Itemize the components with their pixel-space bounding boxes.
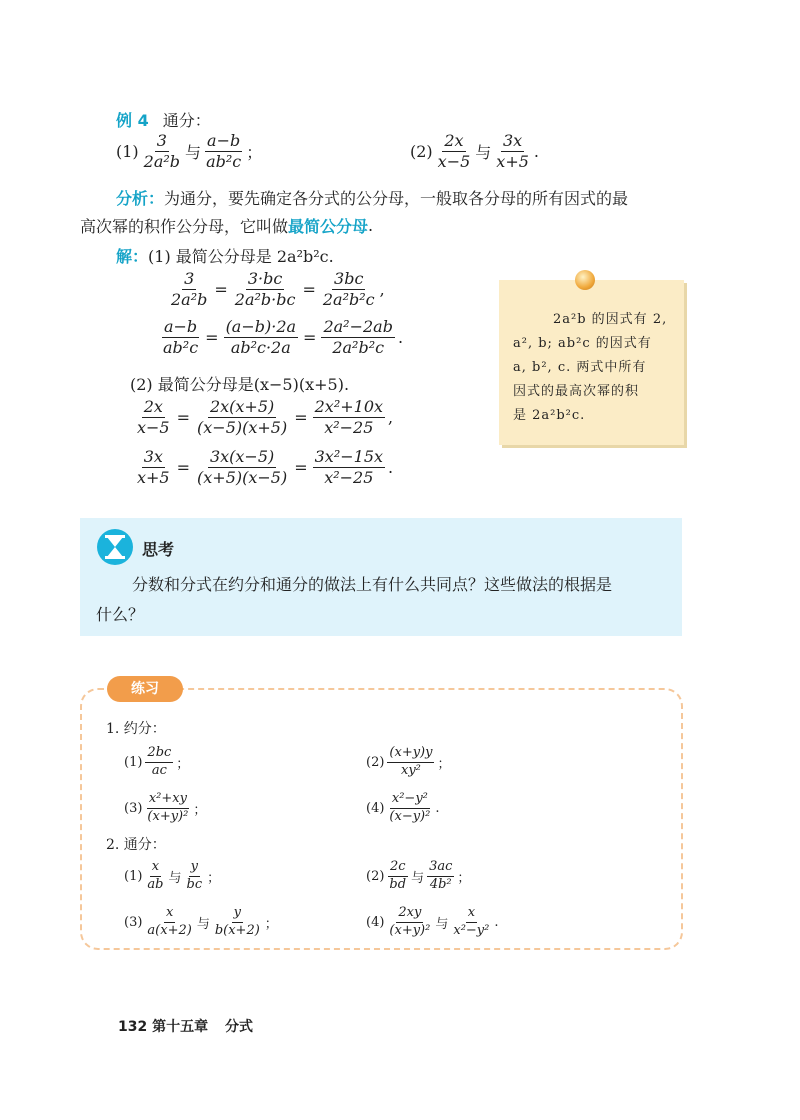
example-label: 例 4 — [116, 111, 149, 130]
section-title: 分式 — [224, 1019, 253, 1035]
equation-4: $\frac{3x}{x+5}$ = $\frac{3x(x-5)}{(x+5)(x-5)}$ = $\frac{\text{3x²−15x}}{\text{x²−25}}$ . — [137, 447, 394, 488]
note-line: a², b; ab²c 的因式有 — [513, 336, 652, 351]
analysis-line-1: 分析： 为通分，要先确定各分式的公分母，一般取各分母的所有因式的最 — [116, 186, 628, 209]
practice-2-4: (4) $\frac{2xy}{\text{(x+y)²}}$ 与 $\frac{x}{\text{x²−y²}}$ . — [366, 905, 499, 938]
practice-item-2: 2. 通分： — [106, 837, 166, 853]
practice-2-2: (2) $\frac{2c}{bd}$ 与 $\frac{3ac}{\text{4b²}}$ ； — [366, 859, 471, 892]
equation-1: $\frac{3}{\text{2a²b}}$ = $\frac{3\cdot bc}{\text{2a²b·bc}}$ = $\frac{3bc}{\text{2a²b²c}}$ , — [171, 269, 385, 310]
analysis-line-2: 高次幂的积作公分母，它叫做 最简公分母 . — [80, 216, 374, 236]
equation-2: $\frac{a-b}{\text{ab²c}}$ = $\frac{(a-b)\cdot 2a}{\text{ab²c·2a}}$ = $\frac{\text{2a²−2ab}}{\text{2a²b²c}}$ . — [163, 317, 404, 358]
fraction: $\frac{2x}{x-5}$ — [437, 131, 471, 172]
fraction: $\frac{3x}{x+5}$ — [496, 131, 529, 172]
fraction: $\frac{a-b}{\text{ab²c}}$ — [206, 131, 242, 172]
key-term: 最简公分母 — [288, 217, 369, 236]
chapter-title: 第十五章 — [152, 1019, 209, 1035]
think-text-line-2: 什么？ — [96, 605, 145, 624]
solution-label: 解： — [116, 247, 149, 266]
pushpin-icon — [575, 270, 595, 290]
practice-1-2: (2) $\frac{(x+y)y}{\text{xy²}}$ ； — [366, 745, 451, 778]
example-question-2: (2) $\frac{2x}{x-5}$ 与 $\frac{3x}{x+5}$ . — [410, 131, 539, 172]
fraction: $\frac{3}{\text{2a²b}}$ — [143, 131, 181, 172]
think-text-line-1: 分数和分式在约分和通分的做法上有什么共同点？这些做法的根据是 — [132, 575, 613, 594]
think-title: 思考 — [142, 540, 175, 559]
practice-badge: 练习 — [107, 676, 183, 702]
practice-2-1: (1) $\frac{x}{ab}$ 与 $\frac{y}{bc}$ ； — [124, 859, 221, 892]
page-number: 132 — [118, 1019, 148, 1035]
note-line: 是 2a²b²c. — [513, 408, 586, 423]
practice-1-4: (4) $\frac{\text{x²−y²}}{\text{(x−y)²}}$ . — [366, 791, 440, 824]
note-line: 因式的最高次幂的积 — [513, 384, 640, 399]
practice-1-3: (3) $\frac{\text{x²+xy}}{\text{(x+y)²}}$ ； — [124, 791, 207, 824]
note-line: 2a²b 的因式有 2, — [553, 312, 668, 327]
solution-step-1: 解： (1) 最简公分母是 2a²b²c. — [116, 244, 334, 267]
note-line: a, b², c. 两式中所有 — [513, 360, 647, 375]
example-question-1: (1) $\frac{3}{\text{2a²b}}$ 与 $\frac{a-b}{\text{ab²c}}$ ； — [116, 131, 263, 172]
side-note — [499, 280, 684, 445]
example-title: 通分： — [162, 111, 211, 130]
hourglass-icon — [96, 528, 134, 566]
analysis-label: 分析： — [116, 189, 165, 208]
practice-2-3: (3) $\frac{x}{a(x+2)}$ 与 $\frac{y}{b(x+2)}$ ； — [124, 905, 278, 938]
example-heading — [116, 108, 211, 131]
practice-item-1: 1. 约分： — [106, 721, 166, 737]
equation-3: $\frac{2x}{x-5}$ = $\frac{2x(x+5)}{(x-5)(x+5)}$ = $\frac{\text{2x²+10x}}{\text{x²−25}}$ , — [137, 397, 394, 438]
page-footer — [118, 1016, 253, 1036]
practice-1-1: (1) $\frac{2bc}{ac}$ ； — [124, 745, 190, 778]
solution-step-2: (2) 最简公分母是(x−5)(x+5). — [130, 375, 350, 394]
